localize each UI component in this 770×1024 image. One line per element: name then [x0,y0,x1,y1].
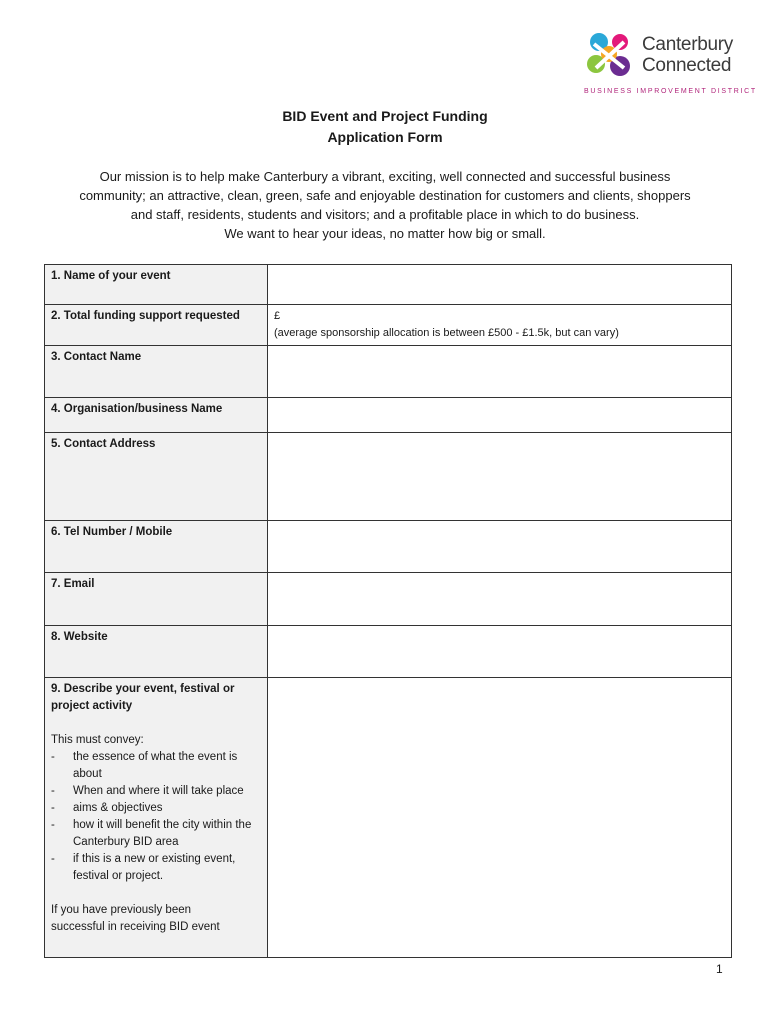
form-title [0,106,770,148]
row-tel [45,521,732,573]
funding-field[interactable] [268,305,732,346]
description-field[interactable] [268,678,732,958]
tel-field[interactable] [268,521,732,573]
canterbury-connected-logo [580,28,757,100]
website-field[interactable] [268,626,732,678]
previous-funding-line2: successful in receiving BID event [51,921,220,933]
row-contact-name [45,346,732,398]
logo-tagline: BUSINESS IMPROVEMENT DISTRICT [584,88,757,95]
mission-line2: community; an attractive, clean, green, safe and enjoyable destination for customers and clients, shoppers [79,188,691,203]
row-address [45,433,732,521]
row-email [45,573,732,626]
convey-item: - aims & objectives [51,800,261,817]
event-name-label: 1. Name of your event [45,265,268,305]
row-funding [45,305,732,346]
email-label: 7. Email [45,573,268,626]
organisation-field[interactable] [268,398,732,433]
convey-intro: This must convey: [51,734,144,746]
row-event-name [45,265,732,305]
funding-note: (average sponsorship allocation is between £500 - £1.5k, but can vary) [274,327,619,339]
previous-funding-line1: If you have previously been [51,904,192,916]
mission-statement [50,167,720,243]
convey-item: - the essence of what the event is about [51,749,261,783]
funding-label: 2. Total funding support requested [45,305,268,346]
funding-currency: £ [274,310,281,322]
description-label-line2: project activity [51,700,133,712]
application-form-table [44,264,732,958]
logo-mark-icon [584,30,634,80]
convey-item: - how it will benefit the city within the Canterbury BID area [51,817,261,851]
address-label: 5. Contact Address [45,433,268,521]
organisation-label: 4. Organisation/business Name [45,398,268,433]
logo-wordmark [642,34,733,76]
event-name-field[interactable] [268,265,732,305]
contact-name-field[interactable] [268,346,732,398]
website-label: 8. Website [45,626,268,678]
form-title-line2: Application Form [327,129,443,145]
address-field[interactable] [268,433,732,521]
form-title-line1: BID Event and Project Funding [282,108,488,124]
convey-item: - if this is a new or existing event, festival or project. [51,851,261,885]
description-label-line1: 9. Describe your event, festival or [51,683,235,695]
logo-name-line2: Connected [642,55,732,76]
description-label [45,678,268,958]
row-description [45,678,732,958]
row-website [45,626,732,678]
mission-line4: We want to hear your ideas, no matter how big or small. [224,226,546,241]
page-number: 1 [716,962,723,976]
convey-list [51,749,261,885]
email-field[interactable] [268,573,732,626]
logo-name-line1: Canterbury [642,34,733,55]
mission-line1: Our mission is to help make Canterbury a vibrant, exciting, well connected and successful business [99,169,671,184]
contact-name-label: 3. Contact Name [45,346,268,398]
mission-line3: and staff, residents, students and visitors; and a profitable place in which to do business. [130,207,640,222]
row-organisation [45,398,732,433]
convey-item: - When and where it will take place [51,783,261,800]
tel-label: 6. Tel Number / Mobile [45,521,268,573]
